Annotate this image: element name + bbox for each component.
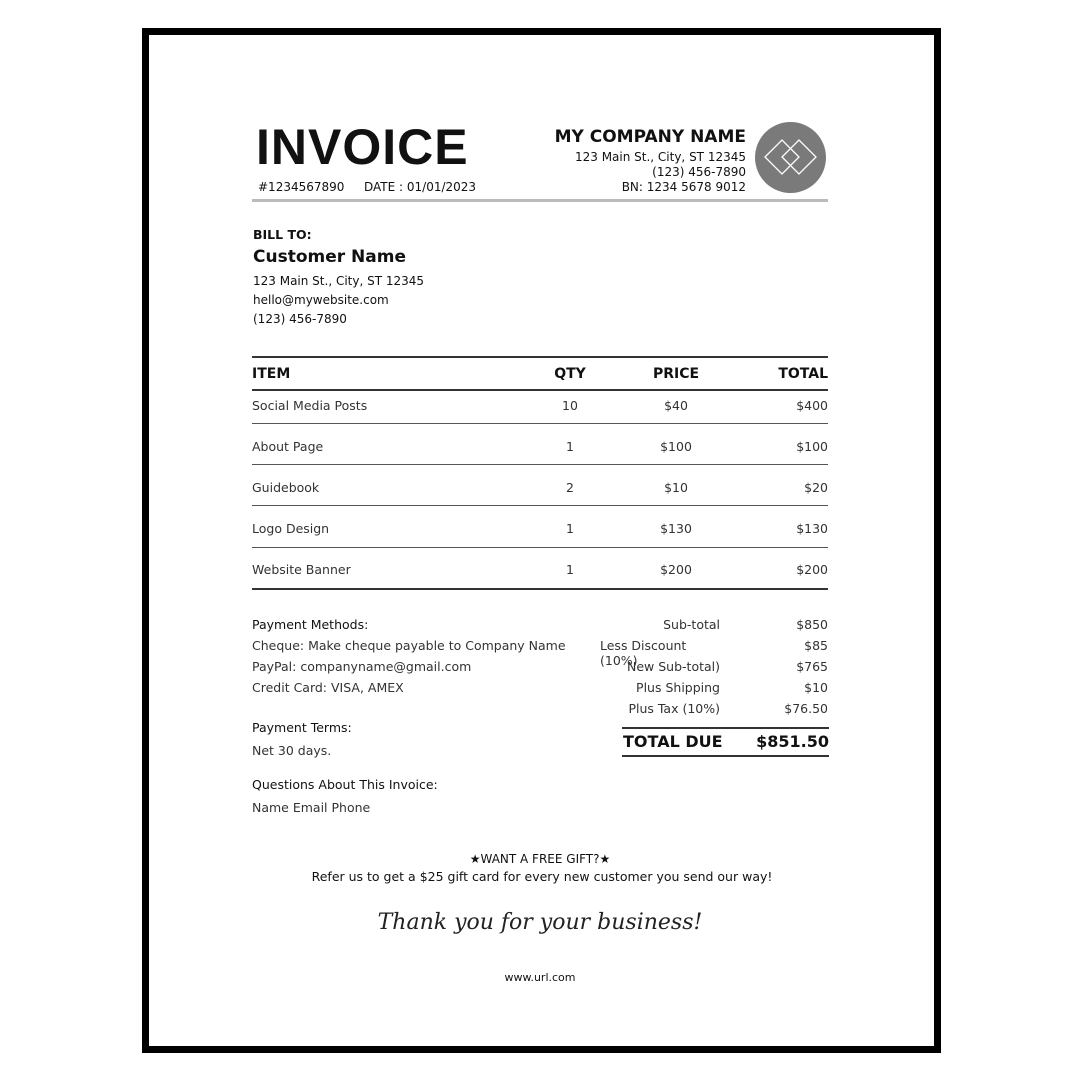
cell-total: $400 [796,398,828,413]
cell-qty: 2 [566,480,574,495]
payment-methods-label: Payment Methods: [252,617,369,632]
cell-price: $200 [660,562,692,577]
gift-title: ★WANT A FREE GIFT?★ [469,852,611,866]
company-bn: BN: 1234 5678 9012 [621,180,746,194]
totals-label: Plus Shipping [636,680,720,695]
cell-qty: 10 [562,398,578,413]
payment-paypal: PayPal: companyname@gmail.com [252,659,472,674]
total-bottom-line [622,755,829,757]
company-logo [755,122,826,193]
cell-qty: 1 [566,439,574,454]
totals-label: Less Discount (10%) [600,638,687,668]
bill-to-label: BILL TO: [253,227,312,242]
totals-label: Sub-total [663,617,720,632]
customer-phone: (123) 456-7890 [253,312,347,326]
customer-email: hello@mywebsite.com [253,293,389,307]
table-header-line [252,389,828,391]
payment-cheque: Cheque: Make cheque payable to Company Name [252,638,566,653]
row-divider [252,505,828,506]
row-divider [252,423,828,424]
totals-value: $10 [804,680,828,695]
cell-total: $130 [796,521,828,536]
cell-price: $100 [660,439,692,454]
invoice-number: #1234567890 [258,180,345,194]
questions-label: Questions About This Invoice: [252,777,438,792]
payment-terms: Net 30 days. [252,743,332,758]
cell-item: Guidebook [252,480,320,495]
totals-value: $85 [804,638,828,653]
table-top-line [252,356,828,358]
col-qty: QTY [554,366,586,382]
payment-terms-label: Payment Terms: [252,720,352,735]
totals-label: Plus Tax (10%) [628,701,720,716]
payment-card: Credit Card: VISA, AMEX [252,680,404,695]
cell-qty: 1 [566,562,574,577]
col-total: TOTAL [778,366,828,382]
company-name: MY COMPANY NAME [554,127,746,147]
row-divider [252,588,828,590]
cell-item: Social Media Posts [252,398,368,413]
row-divider [252,464,828,465]
cell-item: Website Banner [252,562,351,577]
cell-price: $130 [660,521,692,536]
cell-total: $100 [796,439,828,454]
customer-address: 123 Main St., City, ST 12345 [253,274,425,288]
invoice-date: DATE : 01/01/2023 [364,180,477,194]
cell-item: Logo Design [252,521,330,536]
diamond-logo-icon [755,122,826,193]
thank-you-signature: Thank you for your business! [377,910,703,935]
customer-name: Customer Name [253,247,406,267]
total-due-label: TOTAL DUE [623,732,723,751]
col-price: PRICE [652,366,700,382]
company-phone: (123) 456-7890 [652,165,746,179]
col-item: ITEM [252,366,291,382]
invoice-title: INVOICE [256,119,469,175]
totals-label: New Sub-total) [627,659,720,674]
header-divider [252,199,828,202]
cell-item: About Page [252,439,324,454]
cell-price: $10 [664,480,688,495]
totals-value: $850 [796,617,828,632]
company-address: 123 Main St., City, ST 12345 [574,150,746,164]
questions-contact: Name Email Phone [252,800,371,815]
totals-value: $76.50 [784,701,828,716]
cell-qty: 1 [566,521,574,536]
website-url: www.url.com [504,971,576,984]
gift-text: Refer us to get a $25 gift card for every new customer you send our way! [311,869,773,884]
cell-total: $200 [796,562,828,577]
cell-price: $40 [664,398,688,413]
totals-value: $765 [796,659,828,674]
cell-total: $20 [804,480,828,495]
row-divider [252,547,828,548]
total-top-line [622,727,829,729]
total-due-value: $851.50 [756,732,829,751]
